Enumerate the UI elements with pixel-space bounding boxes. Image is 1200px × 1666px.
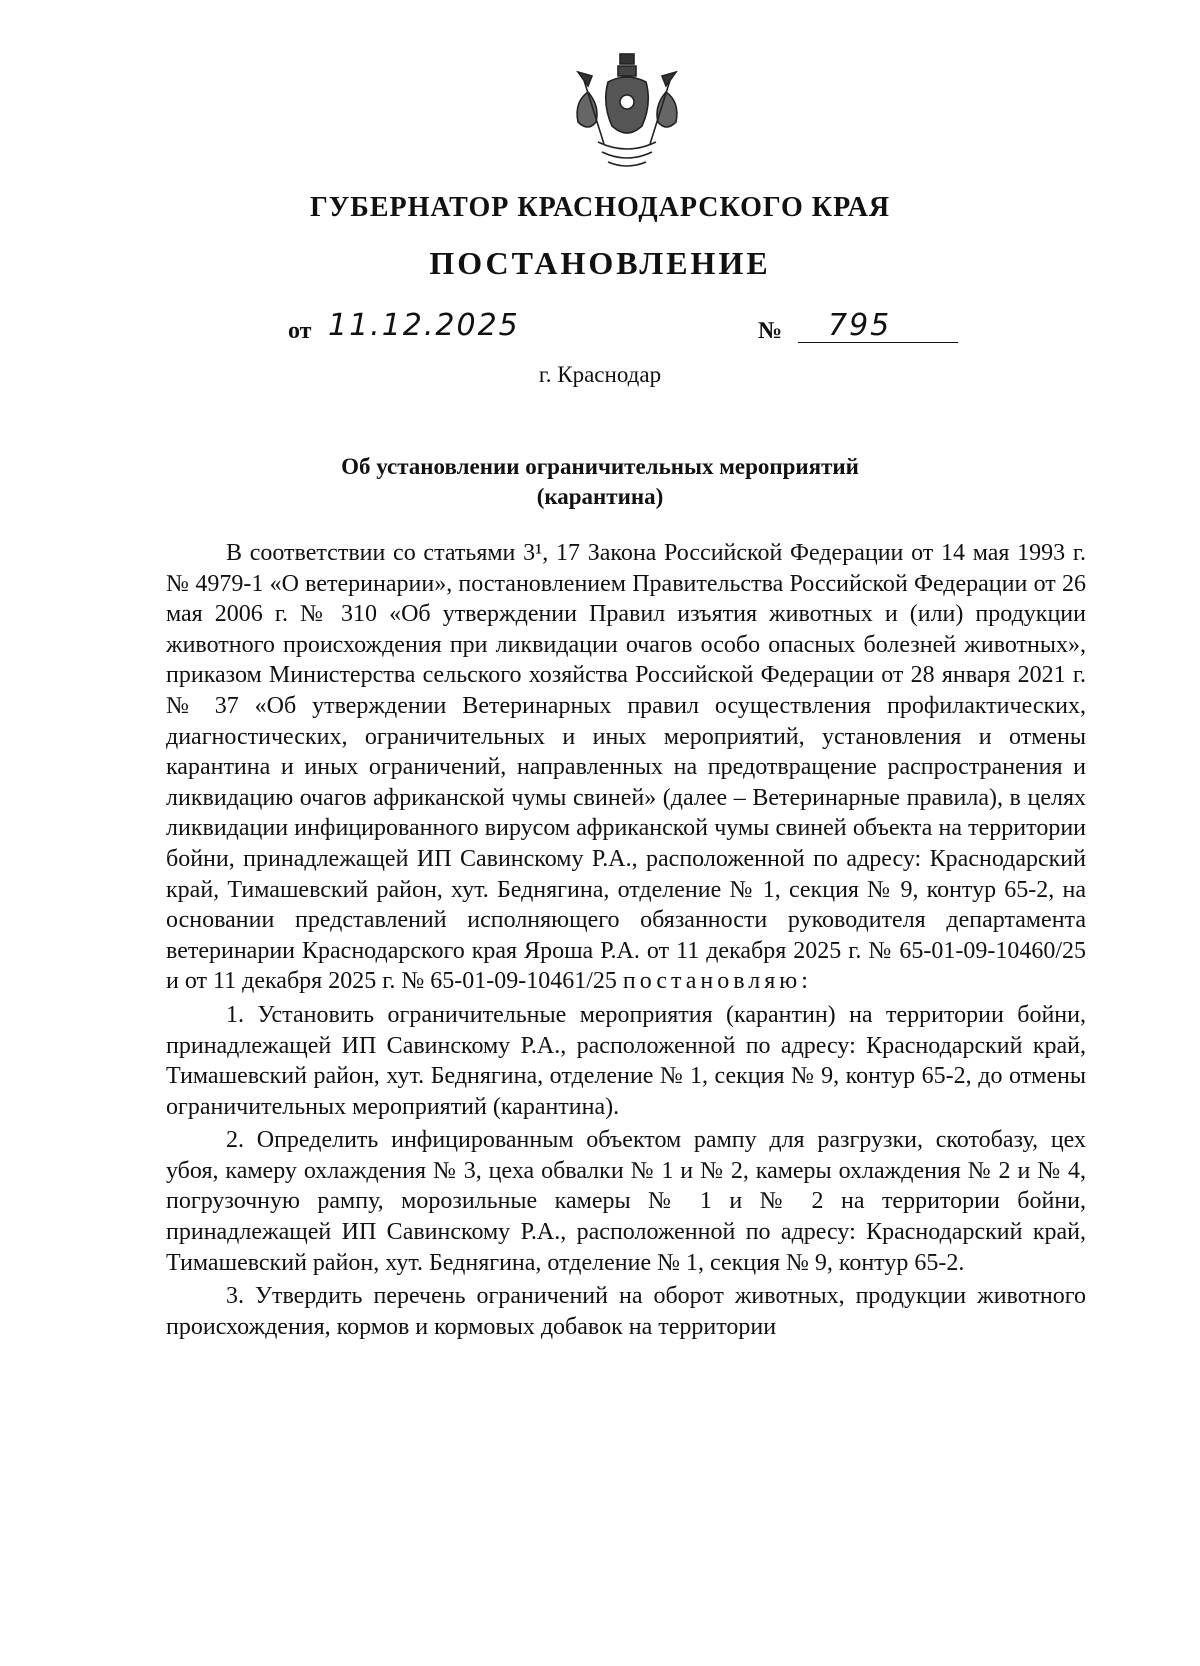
document-body [166, 538, 1086, 1342]
city-of-issue: г. Краснодар [538, 362, 662, 387]
list-item: 3. Утвердить перечень ограничений на оборот животных, продукции животного происхождения, кормов и кормовых добавок на территории [166, 1283, 1086, 1340]
document-title [0, 452, 1200, 512]
preamble-paragraph [166, 538, 1086, 997]
coat-of-arms-emblem [568, 52, 686, 172]
handwritten-number: 795 [828, 308, 892, 343]
document-type-heading: ПОСТАНОВЛЕНИЕ [429, 245, 771, 281]
number-prefix: № [758, 318, 783, 344]
date-prefix: от [288, 318, 312, 344]
document-title-line-1: Об установлении ограничительных мероприятий [341, 454, 859, 479]
decree-word: постановляю: [622, 968, 812, 995]
date-number-line [288, 308, 892, 354]
list-item: 1. Установить ограничительные мероприятия (карантин) на территории бойни, принадлежащей ИП Савинскому Р.А., расположенной по адресу: Краснодарский край, Тимашевский район, хут. Беднягина, отделение № 1, секция № 9, контур 65-2, до отмены ограничительных мероприятий (карантина). [166, 1001, 1086, 1120]
preamble-text: В соответствии со статьями 3¹, 17 Закона Российской Федерации от 14 мая 1993 г. № 4979-1 «О ветеринарии», постановлением Правительства Российской Федерации от 26 мая 2006 г. № 310 «Об утверждении Правил изъятия животных и (или) продукции животного происхождения при ликвидации очагов особо опасных болезней животных», приказом Министерства сельского хозяйства Российской Федерации от 28 января 2021 г. № 37 «Об утверждении Ветеринарных правил осуществления профилактических, диагностических, ограничительных и иных мероприятий, установления и отмены карантина и иных ограничений, направленных на предотвращение распространения и ликвидацию очагов африканской чумы свиней» (далее – Ветеринарные правила), в целях ликвидации инфицированного вирусом африканской чумы свиней объекта на территории бойни, принадлежащей ИП Савинскому Р.А., расположенной по адресу: Краснодарский край, Тимашевский район, хут. Беднягина, отделение № 1, секция № 9, контур 65-2, на основании представлений исполняющего обязанности руководителя департамента ветеринарии Краснодарского края Яроша Р.А. от 11 декабря 2025 г. № 65-01-09-10460/25 и от 11 декабря 2025 г. № 65-01-09-10461/25 [166, 540, 1086, 995]
document-title-line-2: (карантина) [536, 484, 664, 509]
issuing-authority: ГУБЕРНАТОР КРАСНОДАРСКОГО КРАЯ [309, 192, 891, 223]
list-item: 2. Определить инфицированным объектом рампу для разгрузки, скотобазу, цех убоя, камеру охлаждения № 3, цеха обвалки № 1 и № 2, камеры охлаждения № 2 и № 4, погрузочную рампу, морозильные камеры № 1 и № 2 на территории бойни, принадлежащей ИП Савинскому Р.А., расположенной по адресу: Краснодарский край, Тимашевский район, хут. Беднягина, отделение № 1, секция № 9, контур 65-2. [166, 1127, 1086, 1276]
handwritten-date: 11.12.2025 [328, 308, 520, 343]
